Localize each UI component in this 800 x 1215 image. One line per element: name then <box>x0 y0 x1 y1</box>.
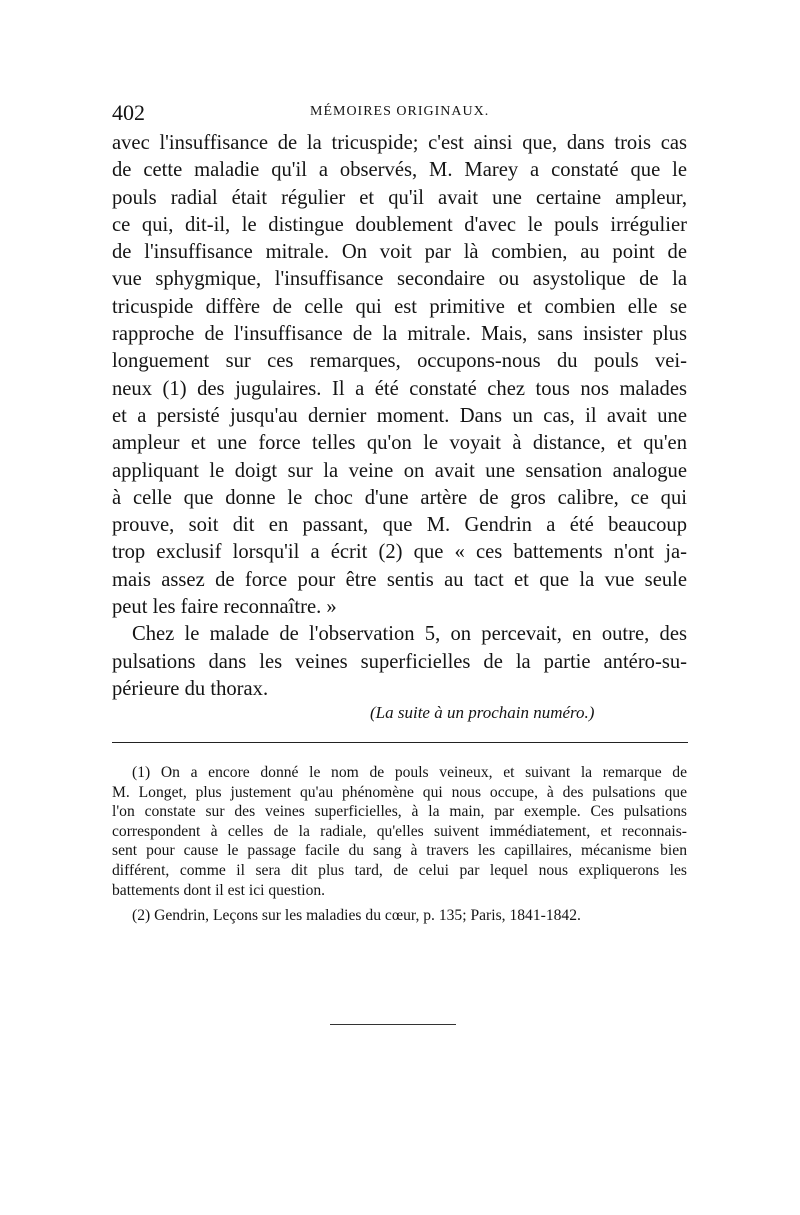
body-line: à celle que donne le choc d'une artère de gros calibre, ce qui <box>112 486 687 509</box>
continuation-note: (La suite à un prochain numéro.) <box>370 703 595 722</box>
footnote-line: (2) Gendrin, Leçons sur les maladies du cœur, p. 135; Paris, 1841-1842. <box>132 907 581 925</box>
end-rule <box>330 1024 456 1025</box>
body-line: tricuspide diffère de celle qui est primitive et combien elle se <box>112 295 687 318</box>
body-line: longuement sur ces remarques, occupons-nous du pouls vei- <box>112 350 687 373</box>
body-line: ampleur et une force telles qu'on le voyait à distance, et qu'en <box>112 432 687 455</box>
body-line: neux (1) des jugulaires. Il a été constaté chez tous nos malades <box>112 377 687 400</box>
footnote-2 <box>112 906 687 926</box>
footnote-line: l'on constate sur des veines superficielles, à la main, par exemple. Ces pulsations <box>112 803 687 821</box>
footnote-line: (1) On a encore donné le nom de pouls veineux, et suivant la remarque de <box>132 764 687 781</box>
footnote-separator <box>112 742 688 743</box>
body-line: prouve, soit dit en passant, que M. Gendrin a été beaucoup <box>112 514 687 537</box>
footnotes <box>112 763 687 926</box>
body-line: ce qui, dit-il, le distingue doublement d'avec le pouls irrégulier <box>112 213 687 236</box>
body-line: pouls radial était régulier et qu'il avait une certaine ampleur, <box>112 186 687 209</box>
page-number: 402 <box>112 100 145 125</box>
footnote-line: M. Longet, plus justement qu'au phénomène qui nous occupe, à des pulsations que <box>112 783 687 801</box>
footnote-1 <box>112 763 687 900</box>
footnote-line: différent, comme il sera dit plus tard, de celui par lequel nous expliquerons les <box>112 861 687 879</box>
body-line: de l'insuffisance mitrale. On voit par là combien, au point de <box>112 241 687 264</box>
body-line: rapproche de l'insuffisance de la mitrale. Mais, sans insister plus <box>112 323 687 346</box>
body-text <box>112 130 687 703</box>
footnote-line: battements dont il est ici question. <box>112 881 326 899</box>
body-line: avec l'insuffisance de la tricuspide; c'est ainsi que, dans trois cas <box>112 132 687 154</box>
body-line: appliquant le doigt sur la veine on avait une sensation analogue <box>112 459 687 482</box>
body-line: de cette maladie qu'il a observés, M. Marey a constaté que le <box>112 159 687 182</box>
body-line: et a persisté jusqu'au dernier moment. Dans un cas, il avait une <box>112 404 687 427</box>
body-line: peut les faire reconnaître. » <box>112 596 337 619</box>
footnote-line: correspondent à celles de la radiale, qu'elles suivent immédiatement, et reconnais- <box>112 822 687 840</box>
body-line: pulsations dans les veines superficielles de la partie antéro-su- <box>112 650 687 673</box>
running-title: MÉMOIRES ORIGINAUX. <box>310 104 490 119</box>
body-line: vue sphygmique, l'insuffisance secondaire ou asystolique de la <box>112 268 687 291</box>
footnote-line: sent pour cause le passage facile du sang à travers les capillaires, mécanisme bien <box>112 842 687 860</box>
body-line: mais assez de force pour être sentis au tact et que la vue seule <box>112 568 687 591</box>
body-line: Chez le malade de l'observation 5, on percevait, en outre, des <box>132 623 687 646</box>
body-line: trop exclusif lorsqu'il a écrit (2) que « ces battements n'ont ja- <box>112 541 687 564</box>
body-line: périeure du thorax. <box>112 677 269 700</box>
